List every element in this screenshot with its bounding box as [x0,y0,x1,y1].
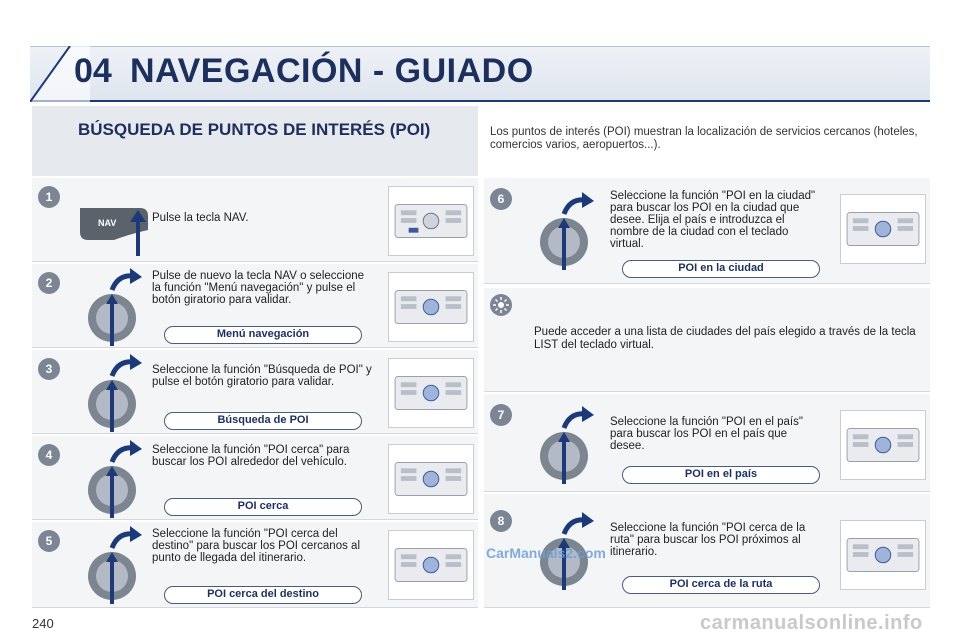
rotary-knob-icon [524,192,604,270]
step-number: 2 [38,272,60,294]
step-text: Pulse de nuevo la tecla NAV o seleccione la función "Menú navegación" y pulse el botón giratorio para validar. [152,270,365,306]
step-number: 3 [38,358,60,380]
menu-label-pill: Menú navegación [164,326,362,344]
steps-left-column [32,178,478,608]
step-6 [484,178,930,284]
step-3 [32,350,478,434]
info-tip-box [484,288,930,392]
rotary-knob-icon [72,268,152,346]
nav-key-icon [70,200,154,256]
page-number: 240 [32,616,54,631]
radio-panel-image [388,272,474,342]
menu-label-pill: POI cerca [164,498,362,516]
rotary-knob-icon [524,406,604,484]
step-1 [32,178,478,262]
step-text: Seleccione la función "POI cerca de la ruta" para buscar los POI próximos al itinerario. [610,522,806,558]
section-title: BÚSQUEDA DE PUNTOS DE INTERÉS (POI) [78,120,431,139]
watermark-left: CarManuals2.com [486,545,606,561]
step-4 [32,436,478,520]
rotary-knob-icon [72,526,152,604]
chapter-title: NAVEGACIÓN - GUIADO [130,52,534,90]
step-7 [484,394,930,492]
step-text: Seleccione la función "Búsqueda de POI" y pulse el botón giratorio para validar. [152,364,372,388]
rotary-knob-icon [72,354,152,432]
steps-right-column [484,178,930,608]
step-text: Seleccione la función "POI cerca" para buscar los POI alrededor del vehículo. [152,444,350,468]
watermark-bottom: carmanualsonline.info [700,612,923,634]
menu-label-pill: POI en la ciudad [622,260,820,278]
radio-panel-image [840,520,926,590]
radio-panel-image [840,194,926,264]
step-5 [32,522,478,608]
chapter-number: 04 [74,52,112,90]
nav-key-label: NAV [98,218,117,228]
radio-panel-image [388,530,474,600]
step-number: 5 [38,530,60,552]
radio-panel-image [840,410,926,480]
step-text: Seleccione la función "POI en la ciudad" para buscar los POI en la ciudad que desee. Elija el país e introduzca el nombre de la ciudad con el teclado virtual. [610,190,816,250]
step-2 [32,264,478,348]
section-header-box [32,106,478,176]
step-text: Seleccione la función "POI en el país" para buscar los POI en el país que desee. [610,416,803,452]
menu-label-pill: Búsqueda de POI [164,412,362,430]
step-number: 4 [38,444,60,466]
radio-panel-image [388,186,474,256]
info-tip-text: Puede acceder a una lista de ciudades del país elegido a través de la tecla LIST del teclado virtual. [534,326,916,351]
menu-label-pill: POI en el país [622,466,820,484]
step-number: 1 [38,186,60,208]
step-number: 6 [490,188,512,210]
menu-label-pill: POI cerca de la ruta [622,576,820,594]
radio-panel-image [388,444,474,514]
step-number: 7 [490,404,512,426]
radio-panel-image [388,358,474,428]
step-number: 8 [490,510,512,532]
step-text: Seleccione la función "POI cerca del destino" para buscar los POI cercanos al punto de llegada del itinerario. [152,528,360,564]
section-intro: Los puntos de interés (POI) muestran la localización de servicios cercanos (hoteles, comercios varios, aeropuertos...). [490,126,918,151]
step-text: Pulse la tecla NAV. [152,212,249,224]
menu-label-pill: POI cerca del destino [164,586,362,604]
sun-tip-icon [490,294,512,316]
rotary-knob-icon [72,440,152,518]
